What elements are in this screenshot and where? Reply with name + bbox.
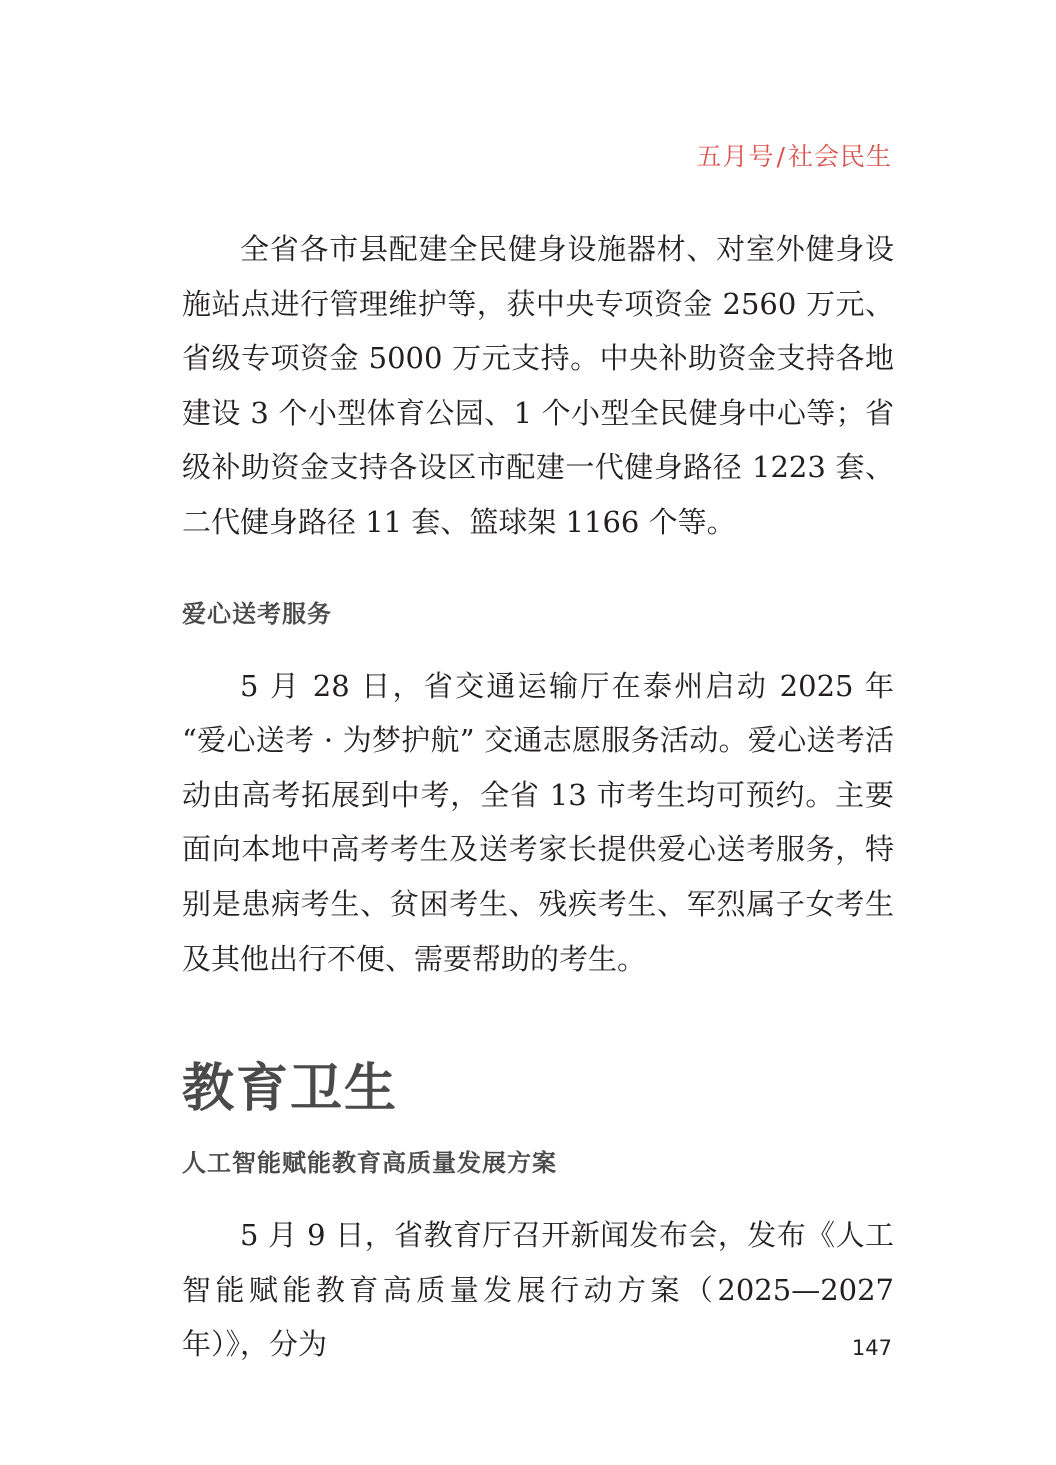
header-section: 社会民生 [787, 142, 892, 171]
paragraph-exam-service: 5 月 28 日，省交通运输厅在泰州启动 2025 年 “爱心送考 · 为梦护航” 交通志愿服务活动。爱心送考活动由高考拓展到中考，全省 13 市考生均可预约。主要面向本地中高考考生及送考家长提供爱心送考服务，特别是患病考生、贫困考生、残疾考生、军烈属子女考生及其他出行不便、需要帮助的考生。 [182, 668, 894, 976]
section-title: 教育卫生 [182, 1059, 399, 1120]
header-separator: / [776, 142, 786, 171]
page-content [182, 222, 894, 1372]
paragraph-ai-education: 5 月 9 日，省教育厅召开新闻发布会，发布《人工智能赋能教育高质量发展行动方案（2025—2027 年）》，分为 [182, 1218, 894, 1362]
running-header [697, 137, 892, 173]
subheading-exam-service: 爱心送考服务 [182, 598, 332, 628]
page-number: 147 [851, 1336, 892, 1360]
subheading-ai-education: 人工智能赋能教育高质量发展方案 [182, 1148, 557, 1178]
paragraph-fitness-funding: 全省各市县配建全民健身设施器材、对室外健身设施站点进行管理维护等，获中央专项资金 2560 万元、省级专项资金 5000 万元支持。中央补助资金支持各地建设 3 个小型体育公园、1 个小型全民健身中心等；省级补助资金支持各设区市配建一代健身路径 1223 套、二代健身路径 11 套、篮球架 1166 个等。 [182, 232, 894, 539]
header-issue: 五月号 [696, 142, 775, 171]
